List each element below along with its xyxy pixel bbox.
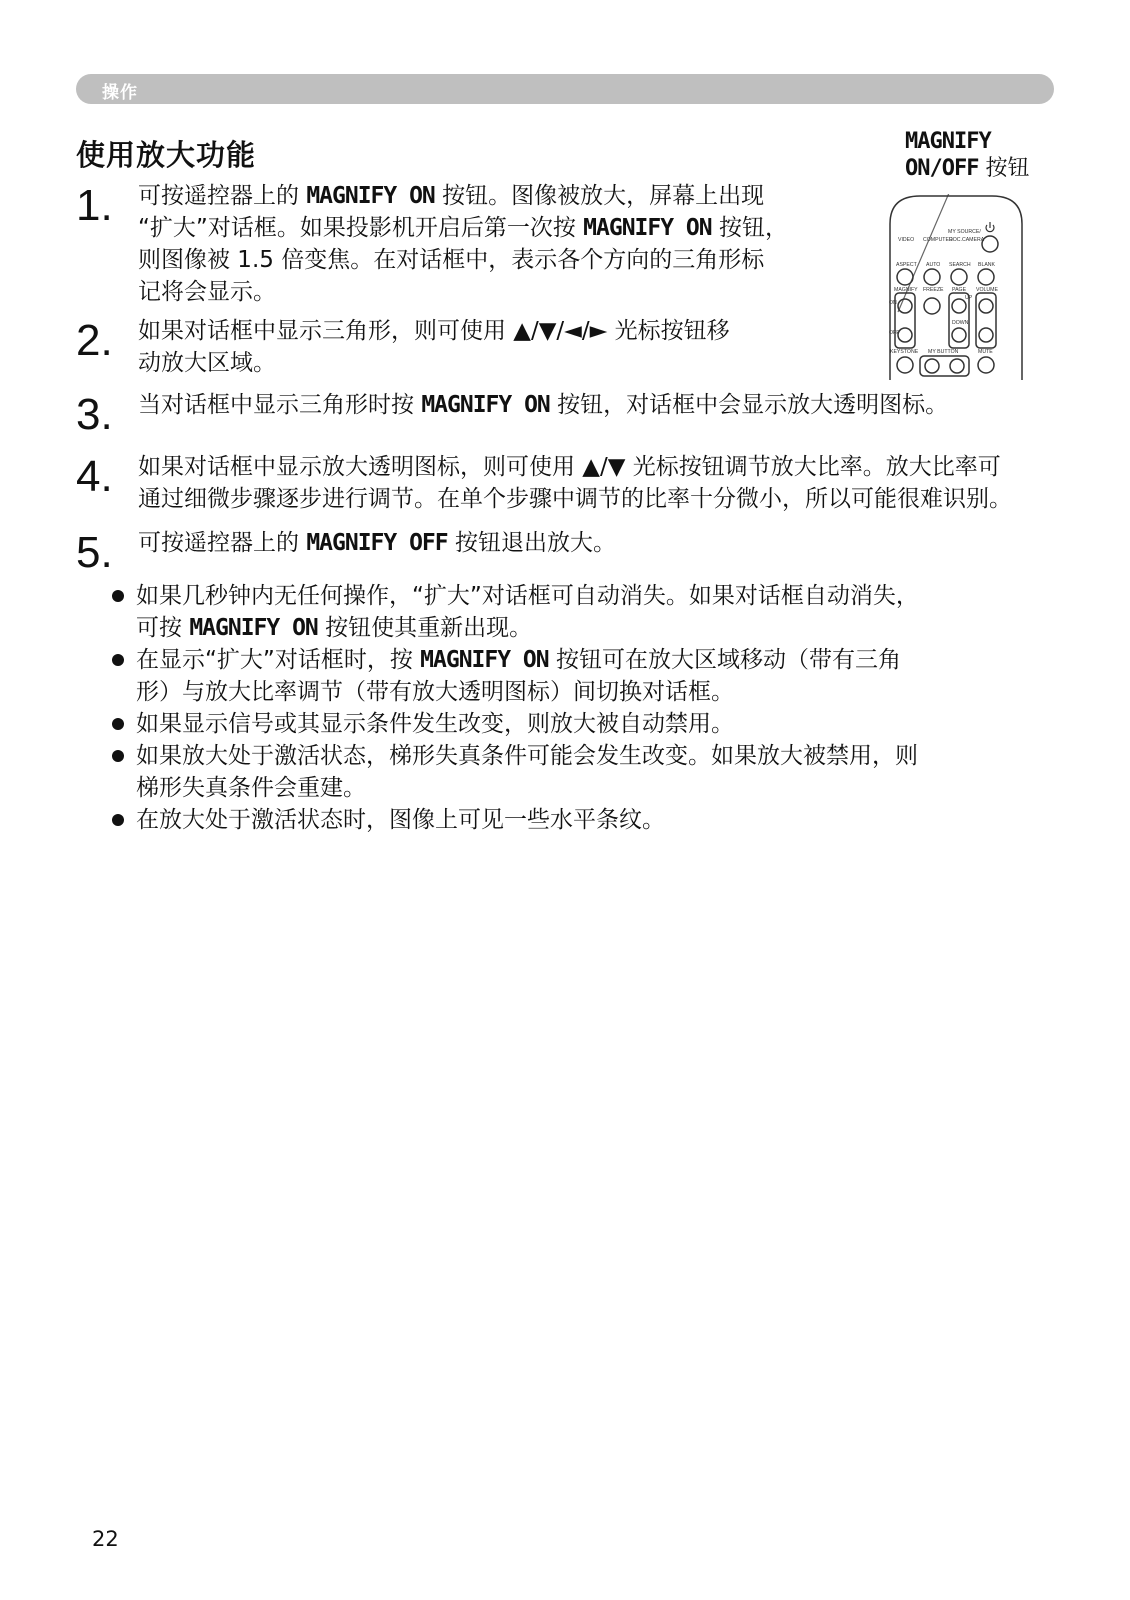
aspect-label: ASPECT xyxy=(896,262,917,268)
power-icon xyxy=(986,222,994,232)
computer-label: COMPUTER xyxy=(923,237,953,243)
text-line: 通过细微步骤逐步进行调节。在单个步骤中调节的比率十分微小，所以可能很难识别。 xyxy=(138,486,1012,512)
volume-up-button xyxy=(979,299,993,313)
step-text xyxy=(138,451,1012,515)
bullet-icon xyxy=(112,814,124,826)
note-item xyxy=(110,644,1060,708)
button-keyword: MAGNIFY OFF xyxy=(306,530,448,556)
bullet-icon xyxy=(112,590,124,602)
note-item xyxy=(110,804,1060,836)
step-number: 1. xyxy=(76,181,113,230)
power-button xyxy=(982,236,998,252)
auto-button xyxy=(924,269,940,285)
volume-label: VOLUME xyxy=(976,287,998,293)
text-line: 如果显示信号或其显示条件发生改变，则放大被自动禁用。 xyxy=(136,711,734,737)
callout-suffix: 按钮 xyxy=(978,156,1030,181)
aspect-button xyxy=(897,269,913,285)
text-line: 动放大区域。 xyxy=(138,350,276,376)
down-label: DOWN xyxy=(952,320,969,326)
my-button-group xyxy=(920,356,969,376)
text-line: 可按遥控器上的 MAGNIFY OFF 按钮退出放大。 xyxy=(138,530,616,556)
my-button-1 xyxy=(925,359,939,373)
my-button-label: MY BUTTON xyxy=(928,349,959,355)
search-label: SEARCH xyxy=(949,262,971,268)
mute-button xyxy=(978,357,994,373)
bullet-icon xyxy=(112,750,124,762)
off-label: OFF xyxy=(889,330,900,336)
mute-label: MUTE xyxy=(978,349,993,355)
note-item xyxy=(110,708,1060,740)
button-keyword: MAGNIFY ON xyxy=(420,647,549,673)
text-line: 梯形失真条件会重建。 xyxy=(136,775,366,801)
notes-list xyxy=(110,580,1060,836)
note-text xyxy=(136,644,1060,708)
step-text xyxy=(138,527,616,559)
button-keyword: MAGNIFY ON xyxy=(421,392,550,418)
blank-label: BLANK xyxy=(978,262,996,268)
text-line: 记将会显示。 xyxy=(138,279,276,305)
magnify-off-button xyxy=(898,328,912,342)
button-keyword: MAGNIFY ON xyxy=(189,615,318,641)
page-number: 22 xyxy=(92,1527,119,1551)
step-number: 4. xyxy=(76,452,113,501)
on-label: ON xyxy=(889,300,897,306)
section-header-label: 操作 xyxy=(102,83,138,103)
callout-key: ON/OFF xyxy=(905,156,979,181)
bullet-icon xyxy=(112,718,124,730)
auto-label: AUTO xyxy=(926,262,941,268)
magnify-label: MAGNIFY xyxy=(894,287,918,293)
volume-down-button xyxy=(979,328,993,342)
volume-rocker xyxy=(976,293,996,348)
keystone-button xyxy=(897,357,913,373)
button-keyword: MAGNIFY ON xyxy=(583,215,712,241)
freeze-button xyxy=(924,298,940,314)
text-line: 形）与放大比率调节（带有放大透明图标）间切换对话框。 xyxy=(136,679,734,705)
video-label: VIDEO xyxy=(898,237,915,243)
note-text xyxy=(136,580,1060,644)
page-down-button xyxy=(952,328,966,342)
magnify-rocker xyxy=(895,293,915,348)
bullet-icon xyxy=(112,654,124,666)
up-label: UP xyxy=(965,295,973,301)
search-button xyxy=(951,269,967,285)
text-line: 如果对话框中显示放大透明图标，则可使用 ▲/▼ 光标按钮调节放大比率。放大比率可 xyxy=(138,454,1001,480)
remote-control-illustration xyxy=(880,194,1032,380)
page-title: 使用放大功能 xyxy=(76,138,257,172)
text-line: 在显示“扩大”对话框时，按 MAGNIFY ON 按钮可在放大区域移动（带有三角 xyxy=(136,647,901,673)
page-label: PAGE xyxy=(952,287,967,293)
callout-leader-line xyxy=(898,194,952,312)
text-line: “扩大”对话框。如果投影机开启后第一次按 MAGNIFY ON 按钮， xyxy=(138,215,788,241)
my-button-2 xyxy=(950,359,964,373)
section-header-bar xyxy=(76,74,1054,104)
step-text xyxy=(138,180,788,308)
text-line: 当对话框中显示三角形时按 MAGNIFY ON 按钮，对话框中会显示放大透明图标。 xyxy=(138,392,949,418)
text-line: 如果对话框中显示三角形，则可使用 ▲/▼/◄/► 光标按钮移 xyxy=(138,318,730,344)
callout-line2 xyxy=(905,155,1029,182)
step-text xyxy=(138,389,948,421)
text-line: 如果放大处于激活状态，梯形失真条件可能会发生改变。如果放大被禁用，则 xyxy=(136,743,918,769)
step-number: 5. xyxy=(76,528,113,577)
text-line: 可按遥控器上的 MAGNIFY ON 按钮。图像被放大，屏幕上出现 xyxy=(138,183,765,209)
note-text xyxy=(136,740,1060,804)
text-line: 在放大处于激活状态时，图像上可见一些水平条纹。 xyxy=(136,807,665,833)
step-number: 3. xyxy=(76,390,113,439)
page-up-button xyxy=(952,299,966,313)
note-item xyxy=(110,580,1060,644)
freeze-label: FREEZE xyxy=(923,287,944,293)
note-text xyxy=(136,708,1060,740)
callout-line1: MAGNIFY xyxy=(905,129,991,154)
text-line: 可按 MAGNIFY ON 按钮使其重新出现。 xyxy=(136,615,533,641)
text-line: 则图像被 1.5 倍变焦。在对话框中，表示各个方向的三角形标 xyxy=(138,247,765,273)
my-source-label: MY SOURCE/ xyxy=(948,229,981,235)
blank-button xyxy=(978,269,994,285)
remote-callout xyxy=(905,128,1029,182)
button-keyword: MAGNIFY ON xyxy=(306,183,435,209)
text-line: 如果几秒钟内无任何操作，“扩大”对话框可自动消失。如果对话框自动消失， xyxy=(136,583,919,609)
keystone-label: KEYSTONE xyxy=(890,349,919,355)
step-number: 2. xyxy=(76,316,113,365)
note-text xyxy=(136,804,1060,836)
step-text xyxy=(138,315,730,379)
doc-camera-label: DOC.CAMERA xyxy=(949,237,985,243)
note-item xyxy=(110,740,1060,804)
